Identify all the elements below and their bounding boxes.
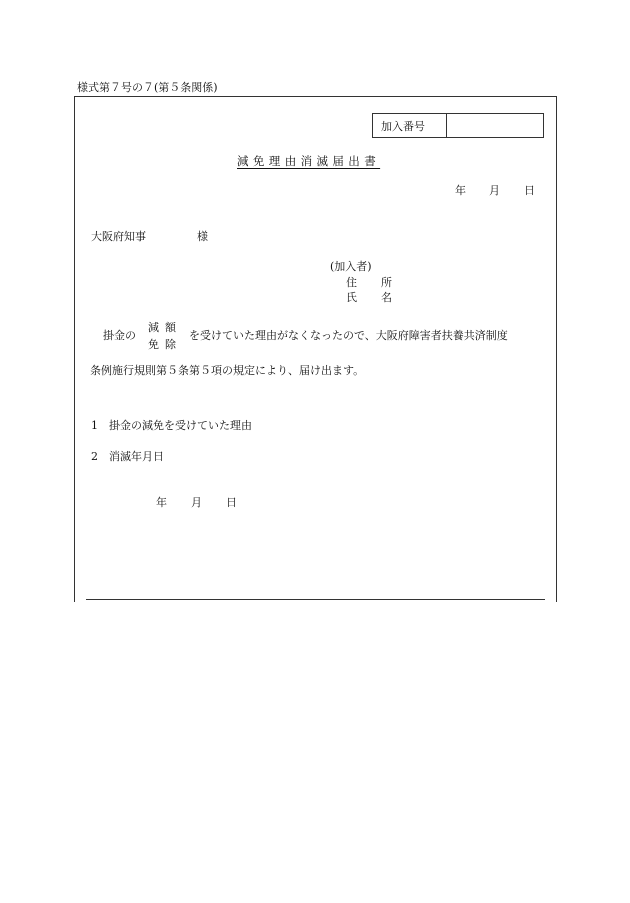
extinction-date-day: 日 — [226, 496, 237, 509]
statement-line-2: 条例施行規則第５条第５項の規定により、届け出ます。 — [90, 364, 365, 377]
item-1-number: 1 — [91, 419, 98, 432]
name-label-char-1: 氏 — [346, 291, 357, 304]
form-number: 様式第７号の７(第５条関係) — [77, 81, 218, 94]
member-number-field[interactable] — [447, 114, 543, 137]
item-2-text: 消滅年月日 — [109, 450, 164, 463]
extinction-date-year: 年 — [156, 496, 167, 509]
header-date-year: 年 — [455, 184, 466, 197]
item-1-text: 掛金の減免を受けていた理由 — [109, 419, 252, 432]
document-title: 減免理由消滅届出書 — [237, 154, 381, 168]
name-label-char-2: 名 — [381, 291, 392, 304]
form-bottom-rule — [86, 599, 545, 600]
option-reduction: 減額 — [148, 321, 182, 334]
addressee-honorific: 様 — [197, 230, 208, 243]
applicant-heading: (加入者) — [330, 260, 372, 273]
header-date-day: 日 — [524, 184, 535, 197]
member-number-label: 加入番号 — [373, 114, 447, 137]
member-number-box — [372, 113, 544, 138]
address-label-char-2: 所 — [381, 276, 392, 289]
form-frame — [74, 96, 557, 602]
extinction-date-month: 月 — [191, 496, 202, 509]
header-date-month: 月 — [489, 184, 500, 197]
item-2-number: 2 — [91, 450, 98, 463]
addressee-name: 大阪府知事 — [91, 230, 146, 243]
option-exemption: 免除 — [148, 338, 182, 351]
statement-prefix: 掛金の — [103, 329, 136, 342]
statement-line-1: を受けていた理由がなくなったので、大阪府障害者扶養共済制度 — [189, 329, 508, 342]
address-label-char-1: 住 — [346, 276, 357, 289]
